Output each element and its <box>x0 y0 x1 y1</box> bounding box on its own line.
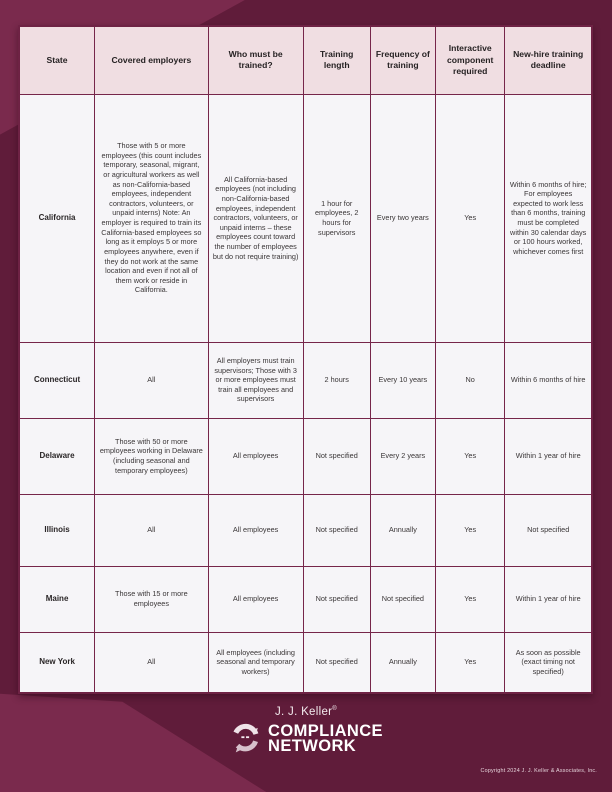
covered-employers-cell: Those with 5 or more employees (this count includes temporary, seasonal, migrant, or agricultural workers as well as non-California-based employees, independent contractors, volunteers, or unpaid interns) Note: An employer is required to train its California-based employees so long as it employs 5 or more employees anywhere, even if they do not work at the same location and even if not all of them work or reside in California. <box>95 94 208 342</box>
training-requirements-table <box>18 25 593 694</box>
training-length-cell: 1 hour for employees, 2 hours for supervisors <box>303 94 370 342</box>
table-header-row <box>19 26 592 94</box>
training-length-cell: 2 hours <box>303 342 370 418</box>
state-name: Maine <box>19 566 95 632</box>
who-trained-cell: All employees <box>208 418 303 494</box>
frequency-cell: Not specified <box>370 566 435 632</box>
who-trained-cell: All California-based employees (not including non-California-based employees, independent contractors, volunteers, or unpaid interns – these employees count toward the number of employees but do not require training) <box>208 94 303 342</box>
deadline-cell: Within 1 year of hire <box>505 418 592 494</box>
who-trained-cell: All employees <box>208 494 303 566</box>
frequency-cell: Every 10 years <box>370 342 435 418</box>
interactive-cell: Yes <box>436 94 505 342</box>
covered-employers-cell: All <box>95 632 208 693</box>
column-header-state: State <box>19 26 95 94</box>
interactive-cell: Yes <box>436 632 505 693</box>
interactive-cell: Yes <box>436 566 505 632</box>
deadline-cell: Not specified <box>505 494 592 566</box>
column-header-deadline: New-hire training deadline <box>505 26 592 94</box>
training-length-cell: Not specified <box>303 632 370 693</box>
deadline-cell: Within 1 year of hire <box>505 566 592 632</box>
covered-employers-cell: All <box>95 494 208 566</box>
table-row-new-york <box>19 632 592 693</box>
registered-trademark-symbol: ® <box>332 706 338 713</box>
column-header-frequency: Frequency of training <box>370 26 435 94</box>
training-length-cell: Not specified <box>303 566 370 632</box>
who-trained-cell: All employees <box>208 566 303 632</box>
deadline-cell: As soon as possible (exact timing not specified) <box>505 632 592 693</box>
brand-name <box>275 706 337 718</box>
state-name: Connecticut <box>19 342 95 418</box>
interactive-cell: Yes <box>436 418 505 494</box>
copyright-notice: Copyright 2024 J. J. Keller & Associates, Inc. <box>480 768 597 774</box>
frequency-cell: Every two years <box>370 94 435 342</box>
deadline-cell: Within 6 months of hire <box>505 342 592 418</box>
frequency-cell: Annually <box>370 632 435 693</box>
footer-brand-lockup <box>0 706 612 757</box>
covered-employers-cell: Those with 50 or more employees working in Delaware (including seasonal and temporary employees) <box>95 418 208 494</box>
frequency-cell: Every 2 years <box>370 418 435 494</box>
wordmark <box>268 724 383 754</box>
wordmark-line2: NETWORK <box>268 737 357 755</box>
who-trained-cell: All employers must train supervisors; Those with 3 or more employees must train all employees and supervisors <box>208 342 303 418</box>
column-header-interactive: Interactive component required <box>436 26 505 94</box>
compliance-network-swirl-icon <box>229 721 262 757</box>
state-name: Illinois <box>19 494 95 566</box>
deadline-cell: Within 6 months of hire; For employees expected to work less than 6 months, training must be completed within 30 calendar days or 100 hours worked, whichever comes first <box>505 94 592 342</box>
training-length-cell: Not specified <box>303 494 370 566</box>
who-trained-cell: All employees (including seasonal and temporary workers) <box>208 632 303 693</box>
column-header-who-trained: Who must be trained? <box>208 26 303 94</box>
table-row-maine <box>19 566 592 632</box>
interactive-cell: Yes <box>436 494 505 566</box>
state-name: Delaware <box>19 418 95 494</box>
state-name: New York <box>19 632 95 693</box>
interactive-cell: No <box>436 342 505 418</box>
column-header-covered-employers: Covered employers <box>95 26 208 94</box>
covered-employers-cell: Those with 15 or more employees <box>95 566 208 632</box>
wordmark-line1: COMPLIANCE <box>268 722 383 740</box>
table-row-connecticut <box>19 342 592 418</box>
table-row-california <box>19 94 592 342</box>
brand-name-text: J. J. Keller <box>274 706 333 718</box>
frequency-cell: Annually <box>370 494 435 566</box>
table-row-illinois <box>19 494 592 566</box>
covered-employers-cell: All <box>95 342 208 418</box>
training-length-cell: Not specified <box>303 418 370 494</box>
column-header-training-length: Training length <box>303 26 370 94</box>
state-name: California <box>19 94 95 342</box>
table-row-delaware <box>19 418 592 494</box>
